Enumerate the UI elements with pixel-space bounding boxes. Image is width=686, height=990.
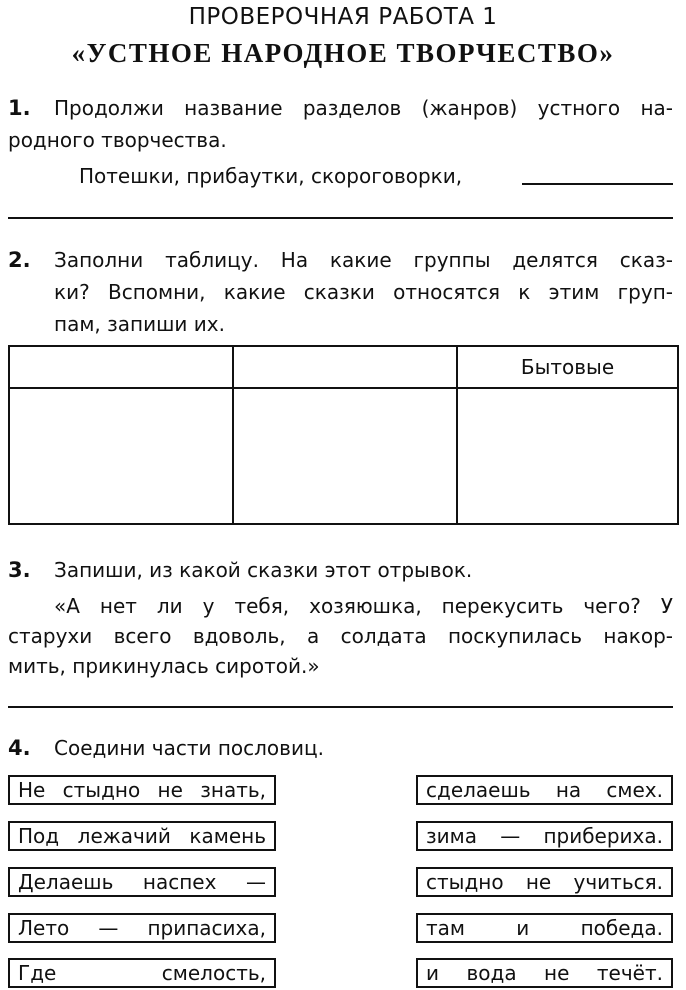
- page-title: ПРОВЕРОЧНАЯ РАБОТА 1: [188, 4, 498, 30]
- task2-number: 2.: [8, 248, 31, 272]
- task3-text: Запиши, из какой сказки этот отрывок.: [54, 558, 473, 582]
- page-subtitle: «УСТНОЕ НАРОДНОЕ ТВОРЧЕСТВО»: [71, 38, 615, 68]
- proverb-start-2[interactable]: Под лежачий камень: [8, 821, 276, 851]
- proverb-end-2[interactable]: зима — прибериха.: [416, 821, 673, 851]
- proverb-end-3[interactable]: стыдно не учиться.: [416, 867, 673, 897]
- table-header-cell[interactable]: [233, 346, 457, 388]
- task1-example: Потешки, прибаутки, скороговорки,: [79, 164, 463, 188]
- fairy-tale-table: [8, 345, 679, 525]
- proverb-start-1[interactable]: Не стыдно не знать,: [8, 775, 276, 805]
- task3-quote-line2: старухи всего вдоволь, а солдата поскупилась накор-: [8, 624, 673, 648]
- task2-text-line2: ки? Вспомни, какие сказки относятся к этим груп-: [54, 280, 673, 304]
- table-row: [9, 388, 678, 524]
- task1-number: 1.: [8, 96, 31, 120]
- table-header-cell[interactable]: [9, 346, 233, 388]
- task1-text-line1: Продолжи название разделов (жанров) устного на-: [54, 96, 673, 120]
- task1-answer-line-1[interactable]: [522, 183, 673, 185]
- task2-text-line3: пам, запиши их.: [54, 312, 225, 336]
- table-header-cell: Бытовые: [457, 346, 678, 388]
- task3-answer-line[interactable]: [8, 706, 673, 708]
- table-cell[interactable]: [457, 388, 678, 524]
- proverb-start-5[interactable]: Где смелость,: [8, 958, 276, 988]
- proverb-end-4[interactable]: там и победа.: [416, 913, 673, 943]
- task4-number: 4.: [8, 736, 31, 760]
- task3-quote-line3: мить, прикинулась сиротой.»: [8, 654, 320, 678]
- task4-text: Соедини части пословиц.: [54, 736, 324, 760]
- proverb-end-1[interactable]: сделаешь на смех.: [416, 775, 673, 805]
- table-header-row: [9, 346, 678, 388]
- proverb-start-4[interactable]: Лето — припасиха,: [8, 913, 276, 943]
- task1-answer-line-2[interactable]: [8, 217, 673, 219]
- proverb-end-5[interactable]: и вода не течёт.: [416, 958, 673, 988]
- proverb-start-3[interactable]: Делаешь наспех —: [8, 867, 276, 897]
- task3-quote-line1: «А нет ли у тебя, хозяюшка, перекусить чего? У: [54, 594, 673, 618]
- task2-text-line1: Заполни таблицу. На какие группы делятся сказ-: [54, 248, 673, 272]
- table-cell[interactable]: [9, 388, 233, 524]
- task1-text-line2: родного творчества.: [8, 128, 227, 152]
- task3-number: 3.: [8, 558, 31, 582]
- table-cell[interactable]: [233, 388, 457, 524]
